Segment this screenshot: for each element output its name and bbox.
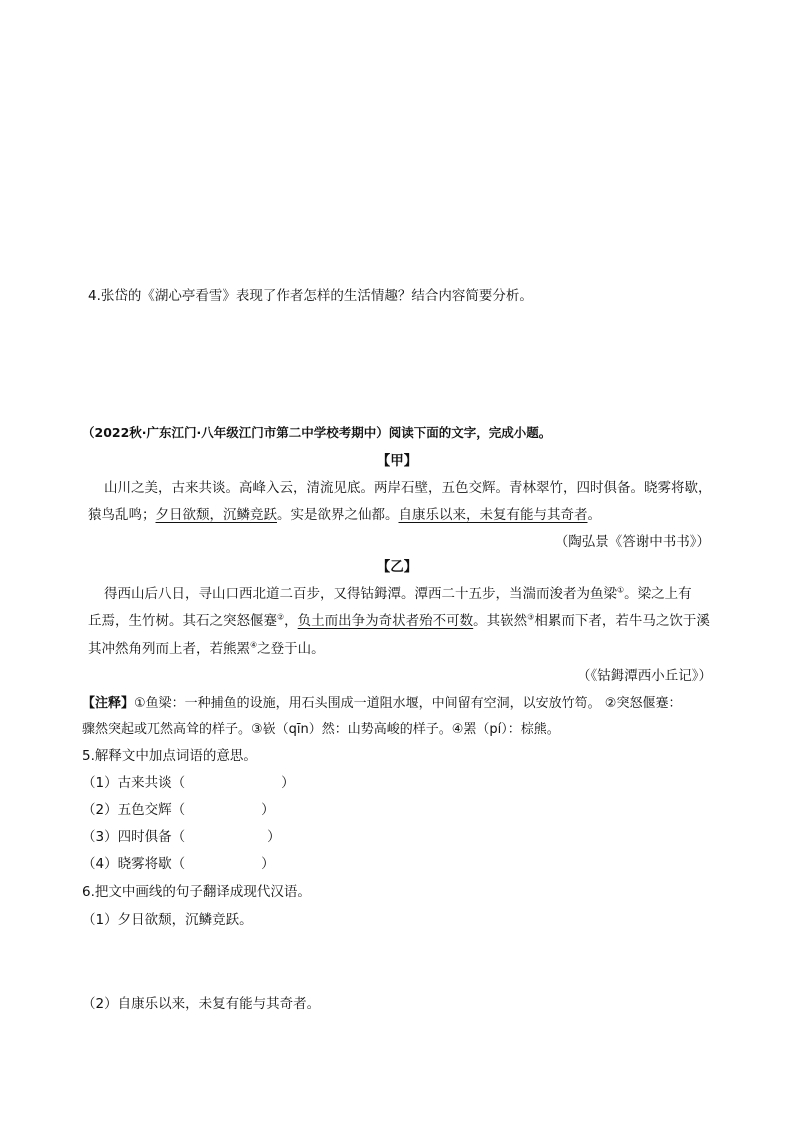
notes-line-1 — [82, 694, 681, 714]
yi-text: 相累而下者，若牛马之饮于溪 — [534, 613, 710, 629]
jia-text: 。 — [587, 507, 601, 523]
yi-text: 之登于山。 — [257, 641, 325, 657]
note-marker: ① — [617, 585, 625, 595]
question-5-item-1: （1）古来共谈（ ） — [82, 775, 295, 791]
passage-source-line: （2022秋·广东江门·八年级江门市第二中学校考期中）阅读下面的文字，完成小题。 — [82, 425, 552, 440]
yi-text: 。梁之上有 — [624, 586, 692, 602]
passage-yi-source: （《钴鉧潭西小丘记》） — [577, 668, 712, 684]
yi-text: 得西山后八日，寻山口西北道二百步，又得钴鉧潭。潭西二十五步，当湍而浚者为鱼梁 — [104, 586, 617, 602]
question-4: 4.张岱的《湖心亭看雪》表现了作者怎样的生活情趣？结合内容简要分析。 — [88, 288, 533, 304]
passage-jia-line-1: 山川之美，古来共谈。高峰入云，清流见底。两岸石壁，五色交辉。青林翠竹，四时俱备。晓雾将歇， — [104, 480, 712, 496]
yi-text: 。其嵚然 — [473, 613, 528, 629]
jia-text: 。实是欲界之仙都。 — [277, 507, 399, 523]
yi-text: 丘焉，生竹树。其石之突怒偃蹇 — [88, 613, 277, 629]
passage-jia-source: （陶弘景《答谢中书书》） — [554, 534, 710, 550]
question-6-item-2: （2）自康乐以来，未复有能与其奇者。 — [82, 996, 321, 1012]
passage-yi-line-3 — [88, 639, 325, 659]
notes-line-2: 骤然突起或兀然高耸的样子。③嵚（qīn）然：山势高峻的样子。④罴（pí）：棕熊。 — [82, 722, 560, 737]
question-6: 6.把文中画线的句子翻译成现代汉语。 — [82, 884, 311, 900]
note-marker: ④ — [250, 640, 258, 650]
question-5-item-4: （4）晓雾将歇（ ） — [82, 856, 275, 872]
question-5-item-2: （2）五色交辉（ ） — [82, 802, 275, 818]
yi-text: 其冲然角列而上者，若熊罴 — [88, 641, 250, 657]
passage-yi-line-2 — [88, 611, 710, 631]
underlined-sentence-3: 负土而出争为奇状者殆不可数 — [297, 613, 474, 629]
jia-text: 猿鸟乱鸣； — [88, 507, 156, 523]
note-marker: ② — [277, 612, 285, 622]
note-marker: ③ — [527, 612, 535, 622]
passage-jia-line-2 — [88, 505, 601, 525]
underlined-sentence-1: 夕日欲颓，沉鳞竞跃 — [155, 507, 277, 523]
passage-yi-line-1 — [104, 584, 692, 604]
question-6-item-1: （1）夕日欲颓，沉鳞竞跃。 — [82, 912, 253, 928]
passage-jia-heading: 【甲】 — [376, 453, 418, 469]
question-5: 5.解释文中加点词语的意思。 — [82, 748, 257, 764]
underlined-sentence-2: 自康乐以来，未复有能与其奇者 — [398, 507, 588, 523]
yi-text: ， — [284, 613, 298, 629]
notes-text: ①鱼梁：一种捕鱼的设施，用石头围成一道阻水堰，中间留有空洞，以安放竹笱。 ②突怒偃蹇： — [134, 696, 682, 711]
question-5-item-3: （3）四时俱备（ ） — [82, 829, 281, 845]
notes-label: 【注释】 — [82, 696, 135, 711]
passage-yi-heading: 【乙】 — [376, 559, 418, 575]
